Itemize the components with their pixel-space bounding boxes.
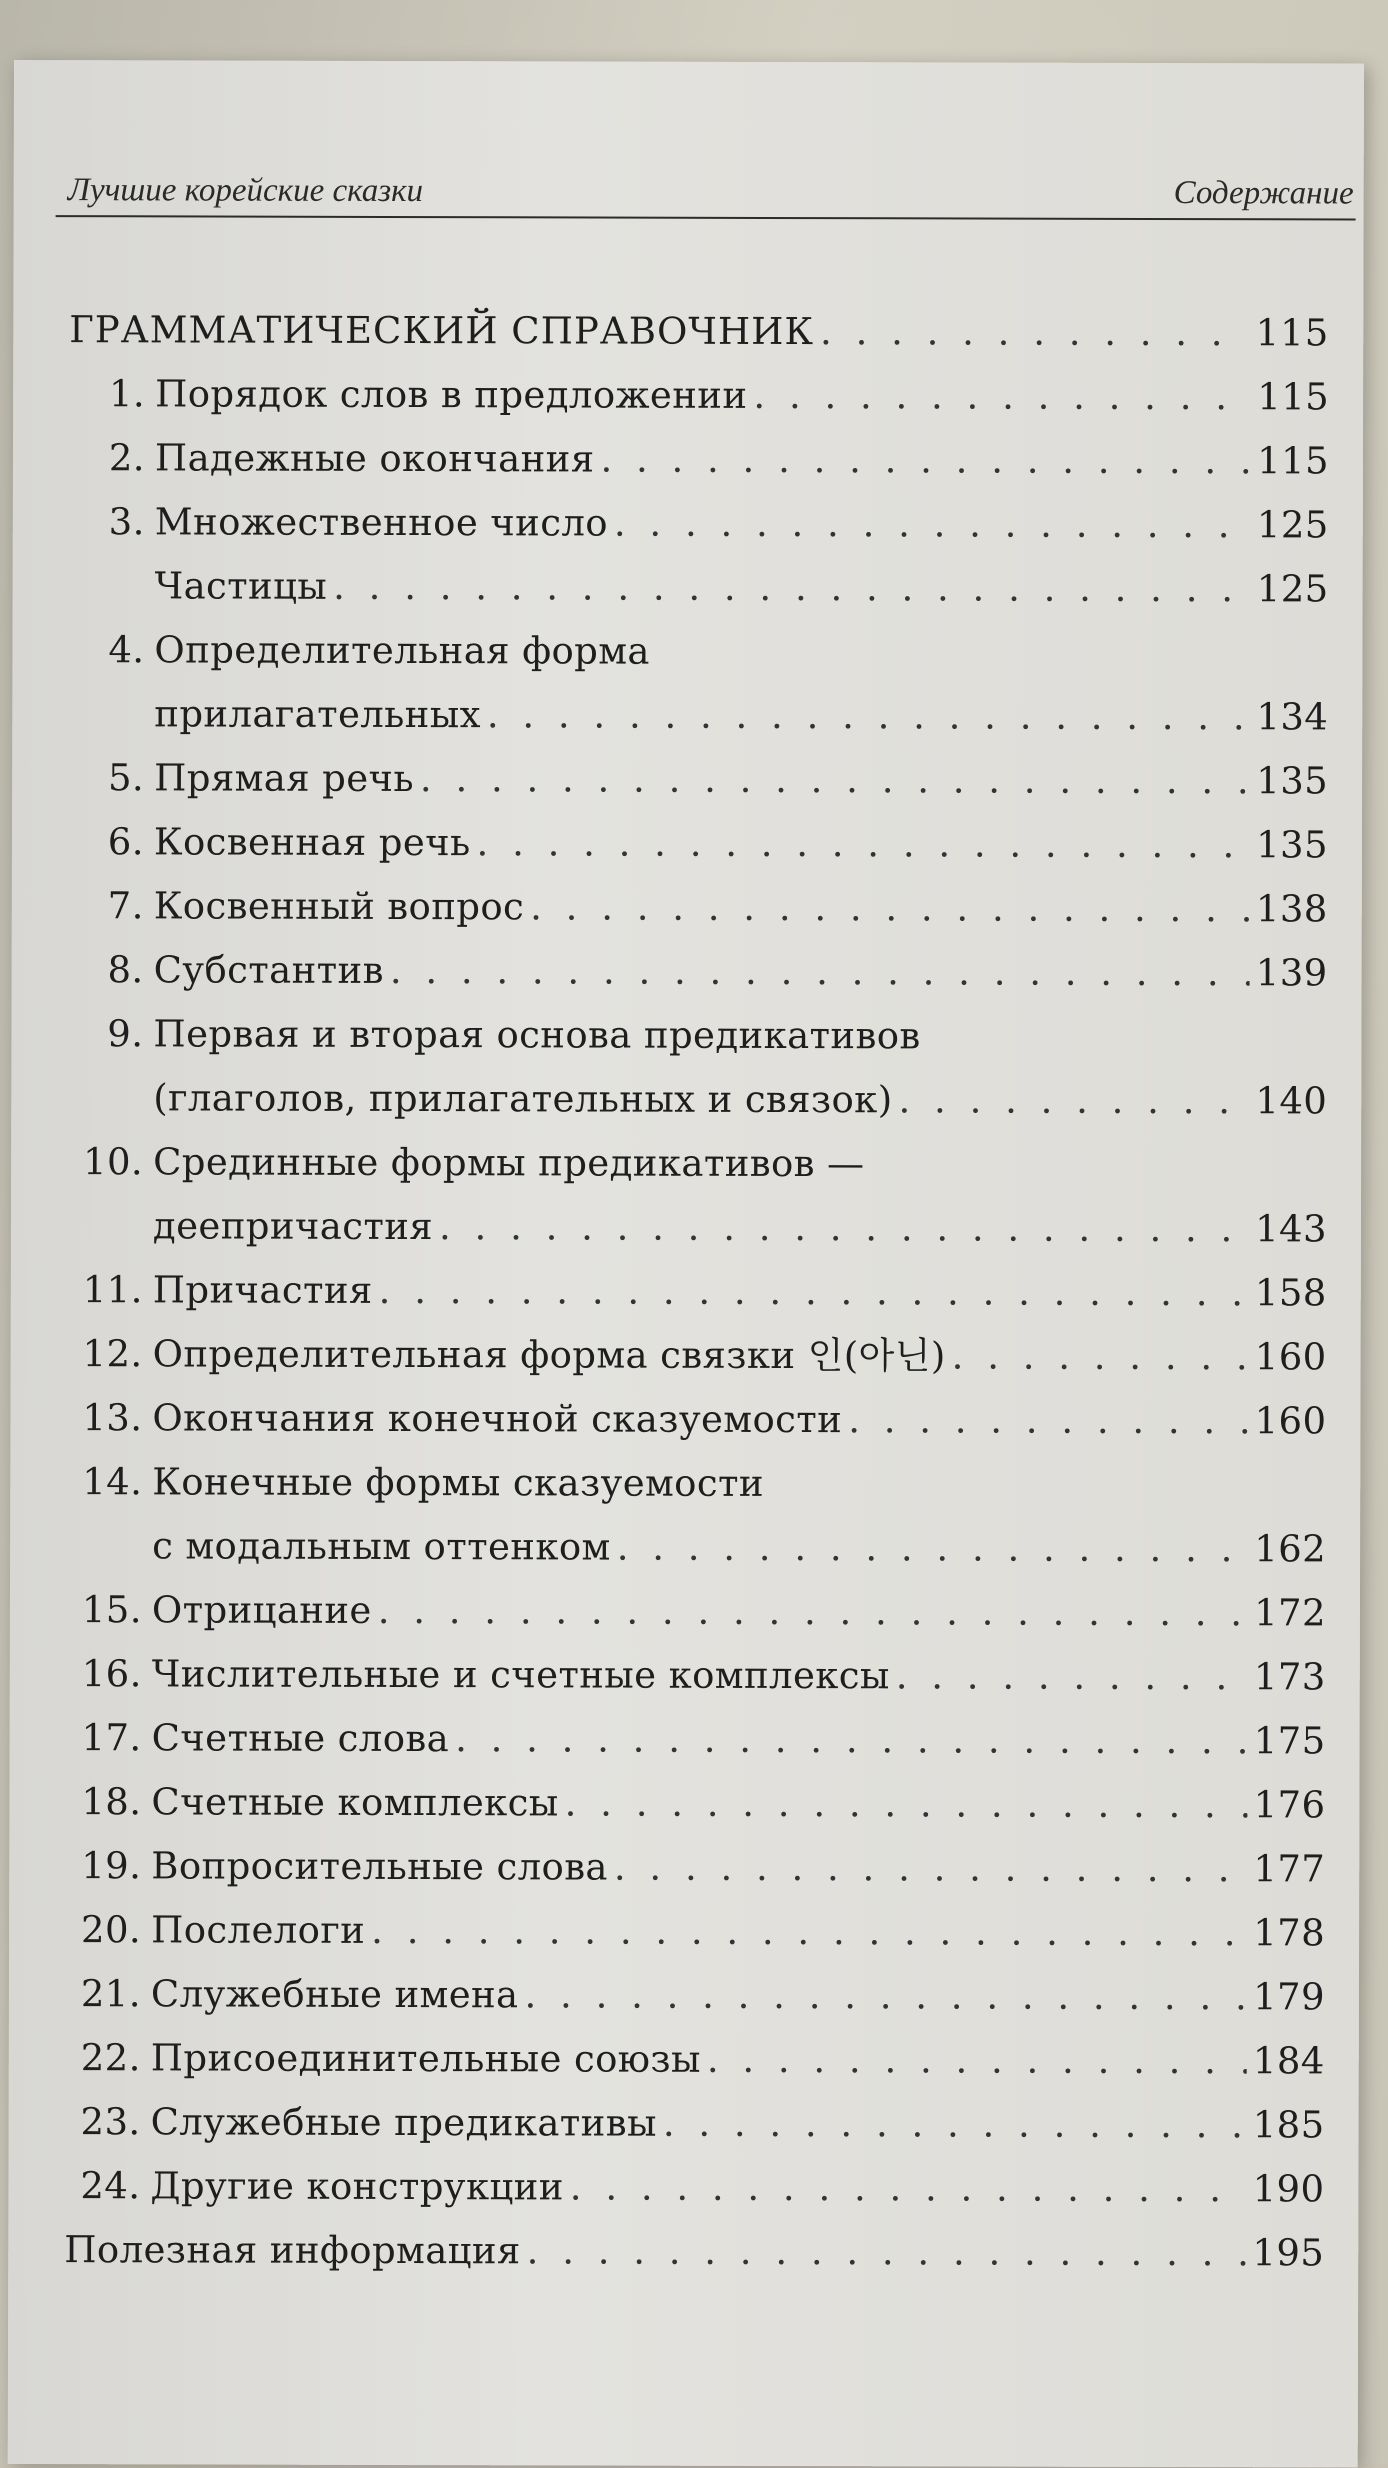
toc-entry (65, 1834, 1325, 1901)
dot-leader (420, 747, 1251, 813)
dot-leader (600, 428, 1251, 494)
toc-entry (66, 1514, 1326, 1581)
toc-number: 12. (82, 1332, 143, 1376)
toc-page: 177 (1253, 1847, 1326, 1891)
toc-title: Прямая речь (154, 756, 415, 801)
toc-title: Счетные слова (151, 1716, 450, 1761)
dot-leader (530, 875, 1250, 941)
running-head (56, 155, 1356, 220)
toc-page: 115 (1257, 375, 1330, 419)
toc-entry (65, 2090, 1325, 2157)
toc-number: 11. (82, 1268, 143, 1312)
toc-title: Определительная форма связки 인(아닌) (152, 1332, 946, 1378)
toc-page: 179 (1253, 1975, 1325, 2019)
toc-entry (67, 1194, 1327, 1261)
toc-entry (64, 2154, 1324, 2221)
dot-leader (848, 1388, 1249, 1453)
toc-number: 2. (108, 436, 146, 480)
toc-entry (65, 1962, 1325, 2029)
dot-leader (753, 364, 1251, 429)
toc-number: 7. (107, 884, 144, 928)
toc-entry (65, 1770, 1325, 1837)
toc-page: 173 (1253, 1655, 1326, 1699)
toc-entry (66, 1642, 1326, 1709)
toc-page: 135 (1256, 759, 1329, 803)
dot-leader (570, 2155, 1247, 2221)
dot-leader (617, 1516, 1249, 1582)
toc-number: 13. (82, 1396, 143, 1440)
toc-page: 185 (1252, 2103, 1325, 2147)
toc-page: 135 (1256, 823, 1329, 867)
toc-number: 6. (107, 820, 145, 864)
toc-entry (66, 1578, 1326, 1645)
toc-entry (66, 1706, 1326, 1773)
dot-leader (524, 1963, 1247, 2029)
toc-page: 176 (1253, 1783, 1326, 1827)
toc-entry (67, 1002, 1327, 1069)
toc-page: 125 (1256, 567, 1329, 611)
toc-title: Частицы (154, 564, 328, 608)
toc-page: 134 (1256, 695, 1329, 739)
toc-title: Причастия (152, 1268, 373, 1312)
toc-page: 140 (1255, 1079, 1328, 1123)
dot-leader (565, 1771, 1248, 1837)
toc-page: 158 (1254, 1271, 1327, 1315)
book-page (8, 60, 1364, 2468)
dot-leader (527, 2219, 1247, 2285)
toc-page: 143 (1255, 1207, 1328, 1251)
toc-entry (67, 1130, 1327, 1197)
toc-page: 138 (1255, 887, 1328, 931)
toc-title: ГРАММАТИЧЕСКИЙ СПРАВОЧНИК (69, 308, 815, 354)
toc-entry (65, 1898, 1325, 1965)
toc-title: Счетные комплексы (151, 1780, 559, 1825)
section-title: Содержание (1173, 175, 1354, 212)
toc-entry (66, 1386, 1326, 1453)
toc-page: 162 (1254, 1527, 1327, 1571)
toc-number: 3. (108, 500, 145, 544)
toc-number: 22. (80, 2036, 141, 2080)
toc-title: Конечные формы сказуемости (152, 1460, 765, 1505)
toc-number: 8. (107, 948, 144, 992)
dot-leader (898, 1068, 1249, 1133)
toc-entry (68, 618, 1328, 685)
toc-number: 5. (107, 756, 145, 800)
toc-entry (65, 2026, 1325, 2093)
toc-title: Косвенная речь (153, 820, 471, 865)
toc-number: 10. (83, 1140, 144, 1184)
toc-title: с модальным оттенком (152, 1524, 611, 1569)
toc-number: 18. (81, 1780, 142, 1824)
toc-entry (69, 554, 1329, 621)
toc-number: 24. (80, 2164, 141, 2208)
dot-leader (896, 1644, 1248, 1709)
toc-title: Послелоги (151, 1908, 366, 1952)
toc-page: 160 (1254, 1399, 1327, 1443)
toc-number: 21. (80, 1972, 141, 2016)
toc-page: 139 (1255, 951, 1328, 995)
toc-page: 160 (1254, 1335, 1327, 1379)
toc-title: Числительные и счетные комплексы (151, 1652, 890, 1698)
dot-leader (455, 1707, 1248, 1773)
dot-leader (477, 811, 1251, 877)
dot-leader (390, 939, 1250, 1005)
dot-leader (707, 2028, 1247, 2093)
dot-leader (952, 1324, 1249, 1389)
toc-page: 195 (1252, 2231, 1325, 2275)
toc-page: 184 (1252, 2039, 1325, 2083)
toc-title: Первая и вторая основа предикативов (153, 1012, 921, 1058)
toc-title: Определительная форма (154, 628, 650, 673)
toc-entry (67, 1066, 1327, 1133)
dot-leader (333, 555, 1251, 621)
toc-title: Субстантив (153, 948, 384, 992)
toc-title: Косвенный вопрос (153, 884, 525, 929)
toc-title: Полезная информация (64, 2228, 521, 2273)
toc-entry (67, 1322, 1327, 1389)
toc-entry-useful-info (64, 2218, 1324, 2285)
dot-leader (663, 2092, 1247, 2158)
dot-leader (614, 1836, 1248, 1902)
dot-leader (820, 300, 1250, 365)
toc-entry (66, 1450, 1326, 1517)
toc-number: 1. (108, 372, 146, 416)
toc-title: Вопросительные слова (151, 1844, 608, 1889)
toc-entry (69, 490, 1329, 557)
toc-page: 175 (1253, 1719, 1326, 1763)
toc-title: деепричастия (152, 1204, 434, 1249)
toc-page: 115 (1257, 439, 1330, 483)
table-of-contents (64, 298, 1329, 2285)
toc-entry (67, 1258, 1327, 1325)
toc-number: 17. (81, 1716, 142, 1760)
toc-page: 115 (1255, 311, 1330, 355)
toc-number: 20. (81, 1908, 142, 1952)
toc-entry-grammar-reference (69, 298, 1329, 365)
toc-page: 178 (1253, 1911, 1326, 1955)
toc-entry (68, 874, 1328, 941)
toc-title: Присоединительные союзы (150, 2036, 701, 2081)
toc-title: Другие конструкции (150, 2164, 564, 2209)
dot-leader (614, 492, 1251, 558)
toc-number: 4. (108, 628, 145, 672)
book-title: Лучшие корейские сказки (67, 172, 424, 210)
toc-entry (68, 746, 1328, 813)
toc-page: 190 (1252, 2167, 1325, 2211)
toc-title: (глаголов, прилагательных и связок) (153, 1076, 893, 1122)
toc-number: 9. (107, 1012, 144, 1056)
toc-title: Порядок слов в предложении (155, 372, 748, 417)
toc-number: 16. (81, 1652, 142, 1696)
toc-number: 15. (81, 1588, 142, 1632)
dot-leader (371, 1899, 1247, 1965)
toc-number: 19. (81, 1844, 142, 1888)
dot-leader (379, 1259, 1249, 1325)
toc-title: Падежные окончания (154, 436, 595, 481)
toc-title: Отрицание (151, 1588, 372, 1632)
toc-entry (69, 426, 1329, 493)
toc-number: 14. (82, 1460, 143, 1504)
toc-page: 125 (1256, 503, 1329, 547)
toc-title: Служебные предикативы (150, 2100, 657, 2145)
dot-leader (487, 683, 1251, 749)
dot-leader (378, 1579, 1249, 1645)
toc-entry (68, 682, 1328, 749)
toc-entry (69, 362, 1329, 429)
toc-title: прилагательных (154, 692, 481, 737)
toc-entry (68, 938, 1328, 1005)
toc-page: 172 (1254, 1591, 1326, 1635)
toc-number: 23. (80, 2100, 141, 2144)
toc-title: Множественное число (154, 500, 609, 545)
toc-entry (68, 810, 1328, 877)
toc-title: Служебные имена (150, 1972, 519, 2017)
toc-title: Срединные формы предикативов — (153, 1140, 865, 1186)
dot-leader (439, 1195, 1249, 1261)
toc-title: Окончания конечной сказуемости (152, 1396, 843, 1442)
